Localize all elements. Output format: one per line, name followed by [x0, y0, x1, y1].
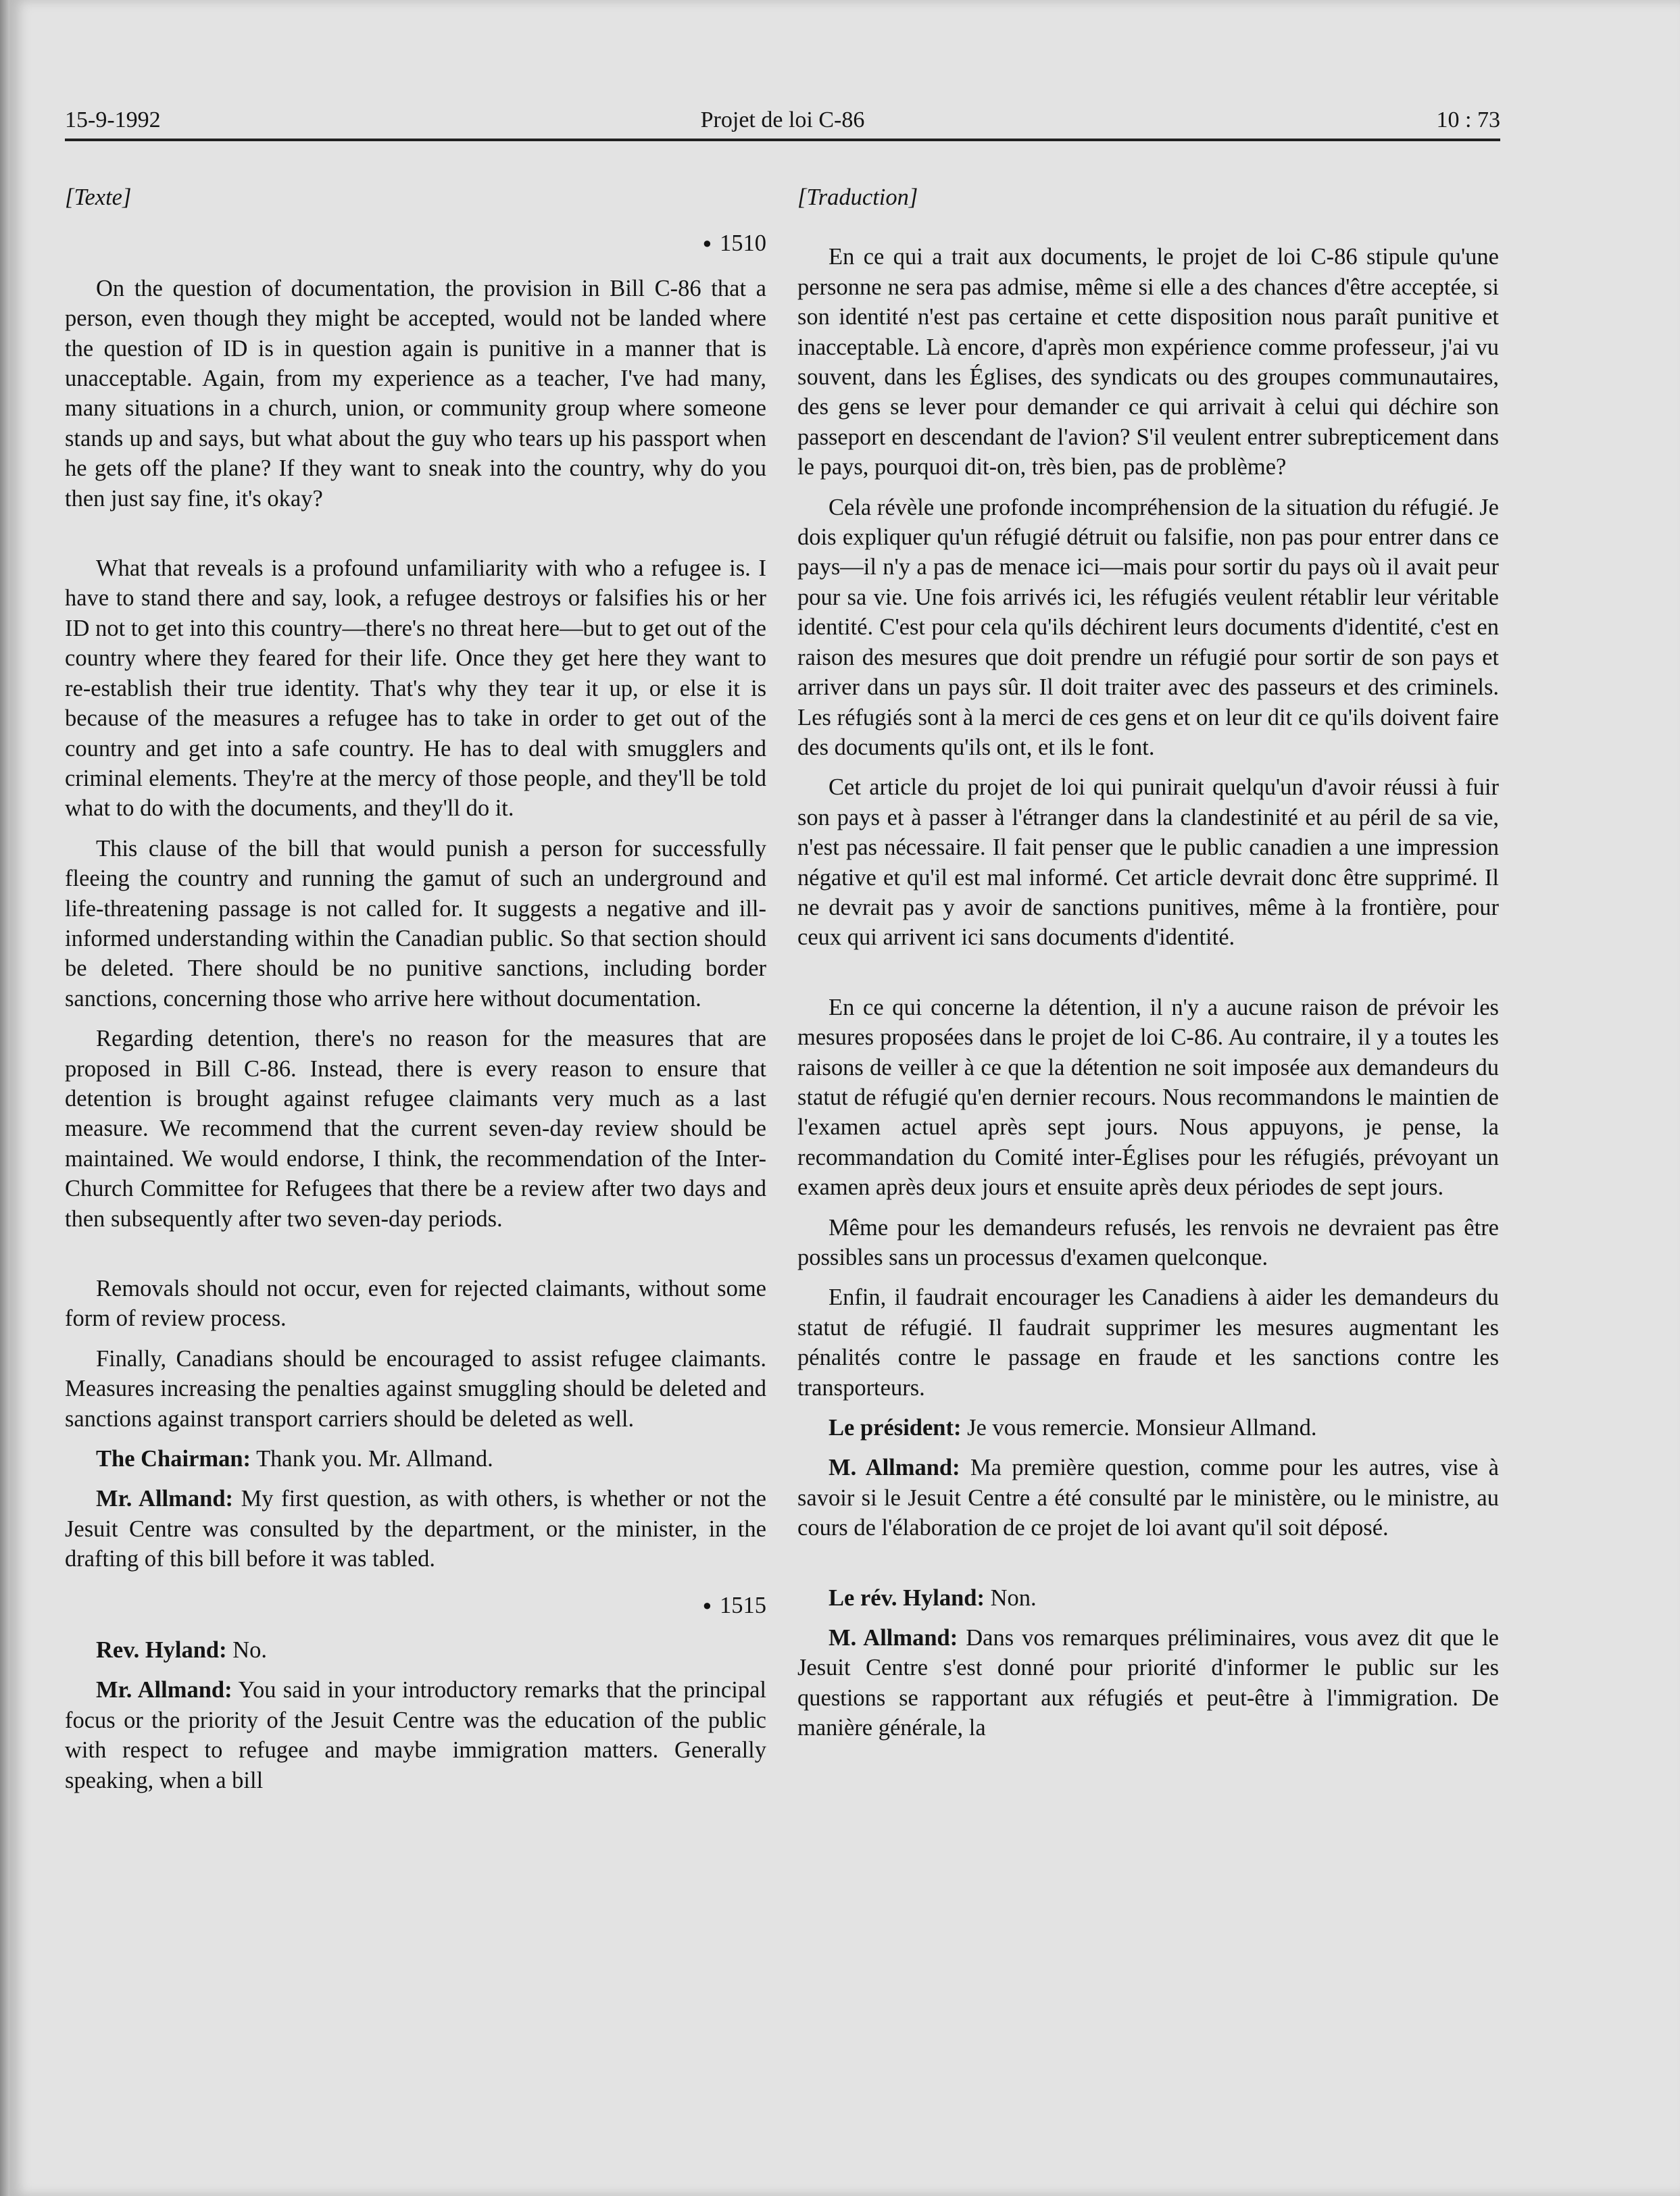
speaker-paragraph: Mr. Allmand: You said in your introductory remarks that the principal focus or the priority of the Jesuit Centre was the education of the public with respect to refugee and maybe immigration matters. Generally speaking, when a bill: [65, 1677, 766, 1793]
paragraph: Même pour les demandeurs refusés, les renvois ne devraient pas être possibles sans un processus d'examen quelconque.: [797, 1214, 1499, 1270]
header-date: 15-9-1992: [65, 107, 161, 132]
french-column: [797, 182, 1499, 2020]
paragraph: Removals should not occur, even for rejected claimants, without some form of review process.: [65, 1276, 766, 1332]
paragraph: Regarding detention, there's no reason for the measures that are proposed in Bill C-86. Instead, there is every reason to ensure that detention is brought against refugee claimants very much as a last measure. We recommend that the current seven-day review should be maintained. We would endorse, I think, the recommendation of the Inter-Church Committee for Refugees that there be a review after two days and then subsequently after two seven-day periods.: [65, 1026, 766, 1232]
speaker-name: Le président:: [829, 1415, 962, 1441]
running-header: [65, 98, 1500, 141]
paragraph: En ce qui a trait aux documents, le projet de loi C-86 stipule qu'une personne ne sera pas admise, même si elle a des chances d'être acceptée, si son identité n'est pas certaine et cette disposition nous paraît punitive et inacceptable. Là encore, d'après mon expérience comme professeur, j'ai vu souvent, dans les Églises, des syndicats ou des groupes communautaires, des gens se lever pour demander ce qui arrivait à celui qui déchire son passeport en descendant de l'avion? S'il veulent entrer subrepticement dans le pays, pourquoi dit-on, très bien, pas de problème?: [797, 244, 1499, 480]
speaker-paragraph: M. Allmand: Dans vos remarques préliminaires, vous avez dit que le Jesuit Centre s'est donné pour priorité d'informer le public sur les questions se rapportant aux réfugiés et peut-être à l'immigration. De manière générale, la: [797, 1625, 1499, 1741]
timestamp: ● 1510: [65, 228, 766, 258]
speaker-name: Rev. Hyland:: [96, 1637, 227, 1664]
speaker-name: Le rév. Hyland:: [829, 1584, 985, 1611]
speaker-name: Mr. Allmand:: [96, 1486, 233, 1512]
speaker-paragraph: The Chairman: Thank you. Mr. Allmand.: [96, 1446, 493, 1472]
speaker-name: M. Allmand:: [829, 1625, 958, 1651]
speaker-paragraph: M. Allmand: Ma première question, comme pour les autres, vise à savoir si le Jesuit Centre a été consulté par le ministère, ou le ministre, au cours de l'élaboration de ce projet de loi avant qu'il soit déposé.: [797, 1455, 1499, 1541]
timestamp: ● 1515: [65, 1591, 766, 1620]
speaker-paragraph: Rev. Hyland: No.: [96, 1637, 268, 1664]
text-label: [Texte]: [65, 184, 132, 210]
paragraph: This clause of the bill that would punish a person for successfully fleeing the country and running the gamut of such an underground and life-threatening passage is not called for. It suggests a negative and ill-informed understanding within the Canadian public. So that section should be deleted. There should be no punitive sanctions, including border sanctions, concerning those who arrive here without documentation.: [65, 835, 766, 1012]
paragraph: Cet article du projet de loi qui punirait quelqu'un d'avoir réussi à fuir son pays et à passer à l'étranger dans la clandestinité et au péril de sa vie, n'est pas nécessaire. Il fait penser que le public canadien a une impression négative et qu'il est mal informé. Cet article devrait donc être supprimé. Il ne devrait pas y avoir de sanctions punitives, même à la frontière, pour ceux qui arrivent ici sans documents d'identité.: [797, 774, 1499, 951]
speaker-name: M. Allmand:: [829, 1455, 960, 1481]
paragraph: En ce qui concerne la détention, il n'y a aucune raison de prévoir les mesures proposées dans le projet de loi C-86. Au contraire, il y a toutes les raisons de veiller à ce que la détention ne soit imposée aux demandeurs du statut de réfugié qu'en dernier recours. Nous recommandons le maintien de l'examen actuel après sept jours. Nous appuyons, je pense, la recommandation du Comité inter-Églises pour les réfugiés, prévoyant un examen après deux jours et ensuite après deux périodes de sept jours.: [797, 994, 1499, 1201]
translation-label: [Traduction]: [797, 184, 918, 210]
paragraph: Finally, Canadians should be encouraged to assist refugee claimants. Measures increasing the penalties against smuggling should be deleted and sanctions against transport carriers should be deleted as well.: [65, 1345, 766, 1432]
english-column: [65, 182, 766, 2020]
paragraph: What that reveals is a profound unfamiliarity with who a refugee is. I have to stand there and say, look, a refugee destroys or falsifies his or her ID not to get into this country—there's no threat here—but to get out of the country where they feared for their life. Once they get here they want to re-establish their true identity. That's why they tear it up, or else it is because of the measures a refugee has to take in order to get out of the country and get into a safe country. He has to deal with smugglers and criminal elements. They're at the mercy of those people, and they'll be told what to do with the documents, and they'll do it.: [65, 555, 766, 822]
paragraph: Cela révèle une profonde incompréhension de la situation du réfugié. Je dois expliquer qu'un réfugié détruit ou falsifie, non pas pour entrer dans ce pays—il n'y a pas de menace ici—mais pour sortir du pays où il avait peur pour sa vie. Une fois arrivés ici, les réfugiés veulent rétablir leur véritable identité. C'est pour cela qu'ils déchirent leurs documents d'identité, c'est en raison des mesures que doit prendre un réfugié pour sortir de son pays et arriver dans un pays sûr. Il doit traiter avec des passeurs et des criminels. Les réfugiés sont à la merci de ces gens et on leur dit ce qu'ils doivent faire des documents qu'ils ont, et ils le font.: [797, 494, 1499, 760]
speaker-paragraph: Mr. Allmand: My first question, as with others, is whether or not the Jesuit Centre was consulted by the department, or the minister, in the drafting of this bill before it was tabled.: [65, 1486, 766, 1572]
header-title: Projet de loi C-86: [700, 107, 865, 132]
speaker-name: The Chairman:: [96, 1446, 251, 1472]
speaker-paragraph: Le président: Je vous remercie. Monsieur Allmand.: [829, 1415, 1317, 1441]
paragraph: On the question of documentation, the provision in Bill C-86 that a person, even though they might be accepted, would not be landed where the question of ID is in question again is punitive in a manner that is unacceptable. Again, from my experience as a teacher, I've had many, many situations in a church, union, or community group where someone stands up and says, but what about the guy who tears up his passport when he gets off the plane? If they want to sneak into the country, why do you then just say fine, it's okay?: [65, 275, 766, 511]
header-page-number: 10 : 73: [1436, 107, 1500, 132]
speaker-name: Mr. Allmand:: [96, 1677, 232, 1703]
scan-edge: [0, 0, 9, 2196]
speaker-paragraph: Le rév. Hyland: Non.: [829, 1584, 1037, 1611]
paragraph: Enfin, il faudrait encourager les Canadiens à aider les demandeurs du statut de réfugié. Il faudrait supprimer les mesures augmentant les pénalités contre le passage en fraude et les sanctions contre les transporteurs.: [797, 1284, 1499, 1401]
